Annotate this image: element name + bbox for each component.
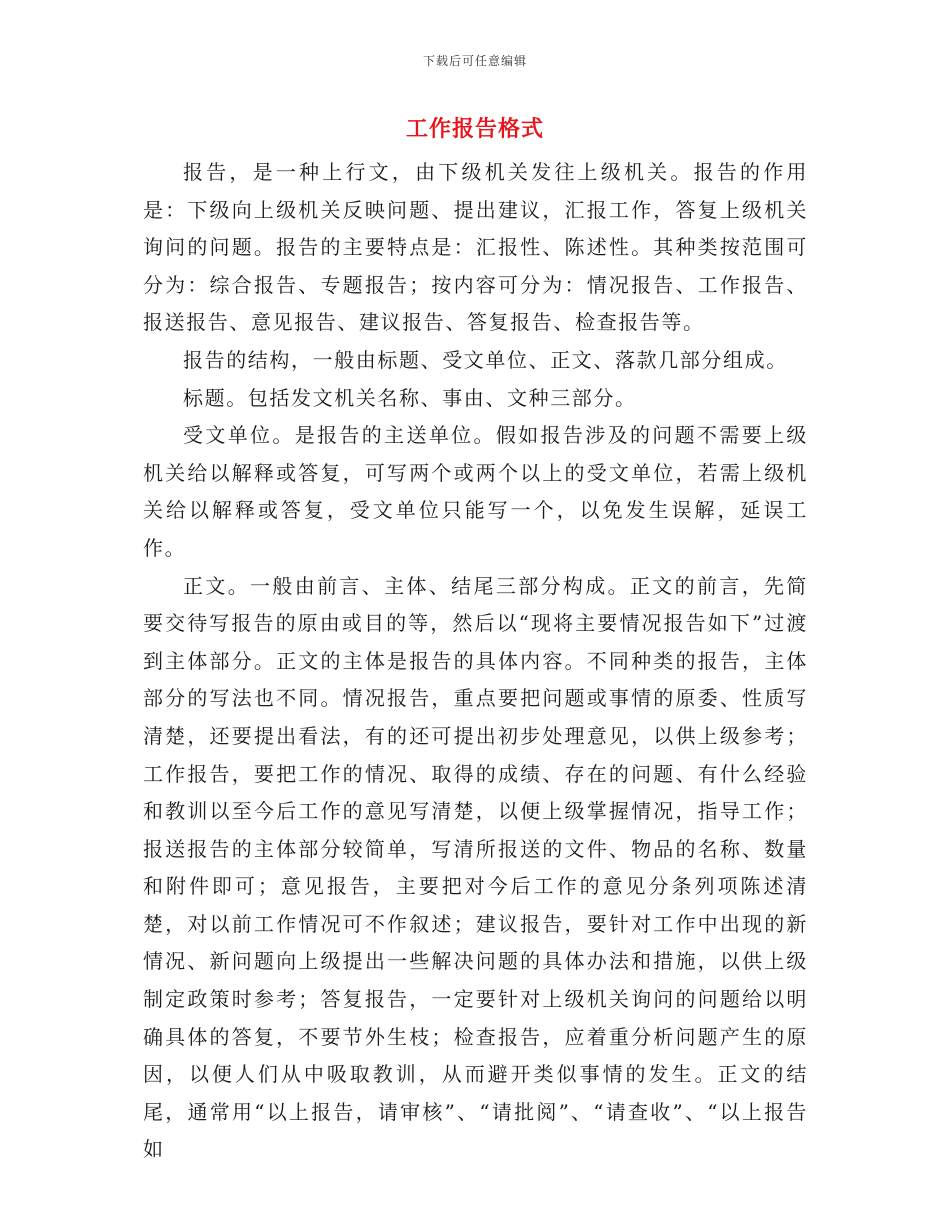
paragraph-title-section: 标题。包括发文机关名称、事由、文种三部分。 [183, 385, 637, 410]
page-header-note: 下载后可任意编辑 [422, 54, 527, 68]
paragraph-definition: 报告，是一种上行文，由下级机关发往上级机关。报告的作用是：下级向上级机关反映问题、提出建议，汇报工作，答复上级机关询问的问题。报告的主要特点是：汇报性、陈述性。其种类按范围可分为：综合报告、专题报告；按内容可分为：情况报告、工作报告、报送报告、意见报告、建议报告、答复报告、检查报告等。 [143, 160, 808, 335]
paragraph-structure: 报告的结构，一般由标题、受文单位、正文、落款几部分组成。 [183, 347, 788, 372]
document-body [143, 154, 808, 1169]
paragraph-recipient-section: 受文单位。是报告的主送单位。假如报告涉及的问题不需要上级机关给以解释或答复，可写两个或两个以上的受文单位，若需上级机关给以解释或答复，受文单位只能写一个，以免发生误解，延误工作。 [143, 423, 808, 560]
document-title: 工作报告格式 [405, 116, 544, 142]
paragraph-main-text-section: 正文。一般由前言、主体、结尾三部分构成。正文的前言，先简要交待写报告的原由或目的等，然后以“现将主要情况报告如下”过渡到主体部分。正文的主体是报告的具体内容。不同种类的报告，主体部分的写法也不同。情况报告，重点要把问题或事情的原委、性质写清楚，还要提出看法，有的还可提出初步处理意见，以供上级参考；工作报告，要把工作的情况、取得的成绩、存在的问题、有什么经验和教训以至今后工作的意见写清楚，以便上级掌握情况，指导工作；报送报告的主体部分较简单，写清所报送的文件、物品的名称、数量和附件即可；意见报告，主要把对今后工作的意见分条列项陈述清楚，对以前工作情况可不作叙述；建议报告，要针对工作中出现的新情况、新问题向上级提出一些解决问题的具体办法和措施，以供上级制定政策时参考；答复报告，一定要针对上级机关询问的问题给以明确具体的答复，不要节外生枝；检查报告，应着重分析问题产生的原因，以便人们从中吸取教训，从而避开类似事情的发生。正文的结尾，通常用“以上报告，请审核”、“请批阅”、“请查收”、“以上报告如 [143, 573, 808, 1162]
